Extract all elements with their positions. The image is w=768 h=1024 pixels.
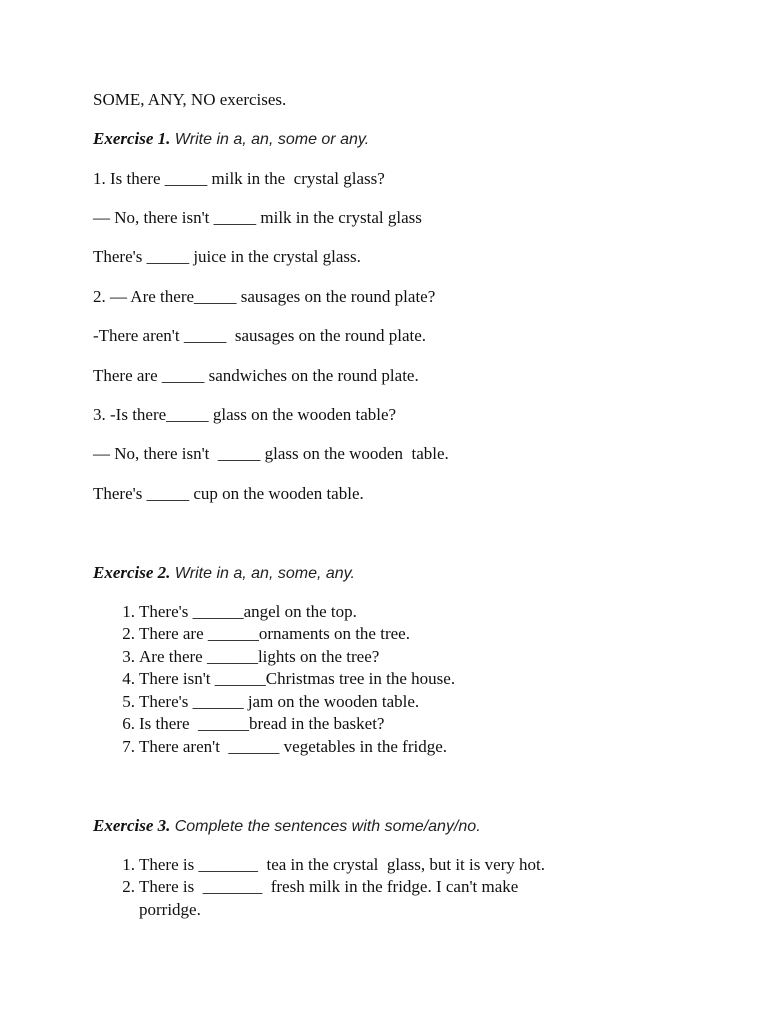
exercise-2-item-text: There's ______ jam on the wooden table. <box>139 692 420 711</box>
exercise-1-line: There's _____ juice in the crystal glass. <box>93 247 361 266</box>
exercise-1-line: — No, there isn't _____ milk in the crystal glass <box>93 208 422 227</box>
exercise-3-instruction: Complete the sentences with some/any/no. <box>174 818 481 835</box>
exercise-3-item-number: 1. <box>122 855 135 874</box>
exercise-1-line: There are _____ sandwiches on the round plate. <box>93 366 419 385</box>
exercise-3-label: Exercise 3. <box>93 816 171 835</box>
exercise-1-line: -There aren't _____ sausages on the round plate. <box>93 326 427 345</box>
exercise-1-instruction: Write in a, an, some or any. <box>174 131 370 148</box>
exercise-2-item-text: There are ______ornaments on the tree. <box>139 624 410 643</box>
exercise-1-label: Exercise 1. <box>93 129 171 148</box>
exercise-2-title <box>93 563 355 584</box>
exercise-1-title <box>93 129 369 150</box>
exercise-3-item-continuation: porridge. <box>139 900 201 919</box>
exercise-2-item-text: There aren't ______ vegetables in the fridge. <box>139 737 448 756</box>
exercise-2-item-text: There's ______angel on the top. <box>139 602 357 621</box>
exercise-2-item-text: Are there ______lights on the tree? <box>139 647 380 666</box>
exercise-1-line: 2. — Are there_____ sausages on the round plate? <box>93 287 436 306</box>
exercise-3-title <box>93 816 481 837</box>
exercise-2-item-number: 5. <box>122 692 135 711</box>
exercise-1-line: — No, there isn't _____ glass on the wooden table. <box>93 444 449 463</box>
page-heading: SOME, ANY, NO exercises. <box>93 90 287 109</box>
exercise-2-instruction: Write in a, an, some, any. <box>174 565 355 582</box>
exercise-2-item-number: 2. <box>122 624 135 643</box>
exercise-2-item-number: 6. <box>122 714 135 733</box>
exercise-2-item-number: 1. <box>122 602 135 621</box>
exercise-2-item-number: 4. <box>122 669 135 688</box>
exercise-3-item-number: 2. <box>122 877 135 896</box>
exercise-2-item-number: 3. <box>122 647 135 666</box>
exercise-2-item-text: Is there ______bread in the basket? <box>139 714 385 733</box>
exercise-2-item-number: 7. <box>122 737 135 756</box>
exercise-2-label: Exercise 2. <box>93 563 171 582</box>
exercise-1-line: 1. Is there _____ milk in the crystal glass? <box>93 169 385 188</box>
exercise-1-line: 3. -Is there_____ glass on the wooden table? <box>93 405 397 424</box>
exercise-3-item-text: There is _______ tea in the crystal glass, but it is very hot. <box>139 855 546 874</box>
exercise-3-item-text: There is _______ fresh milk in the fridge. I can't make <box>139 877 519 896</box>
exercise-1-line: There's _____ cup on the wooden table. <box>93 484 364 503</box>
exercise-2-item-text: There isn't ______Christmas tree in the house. <box>139 669 456 688</box>
